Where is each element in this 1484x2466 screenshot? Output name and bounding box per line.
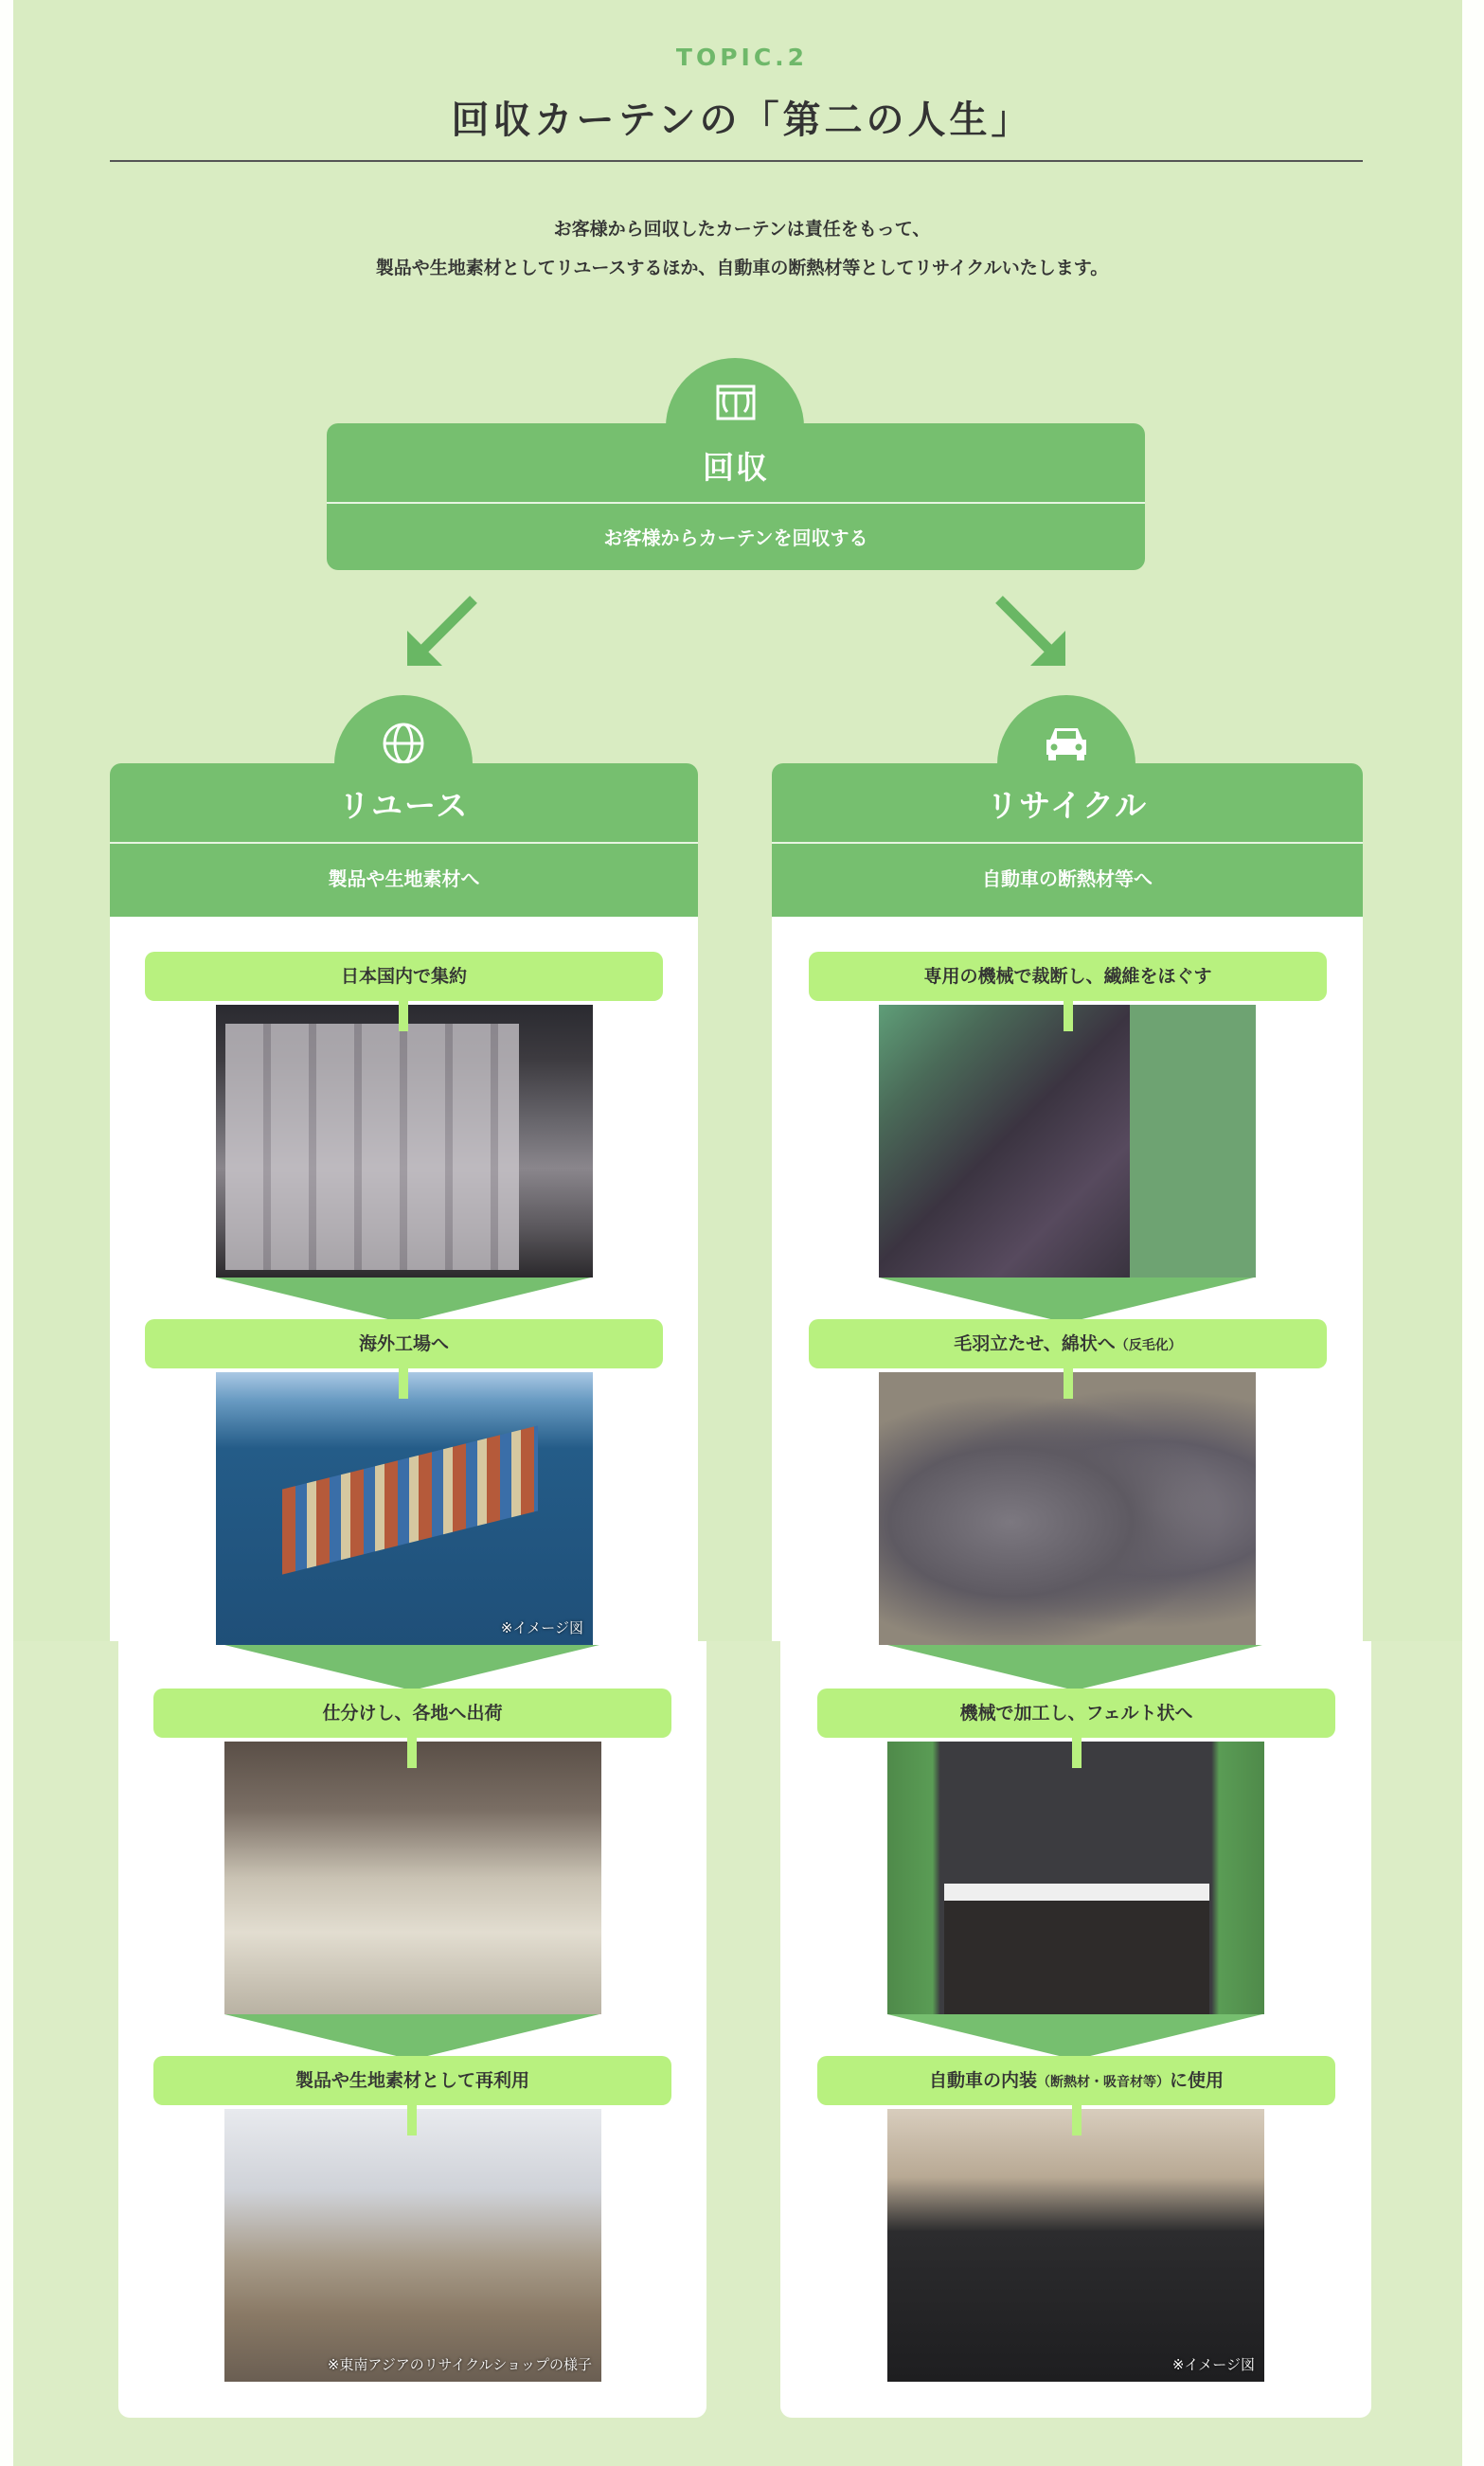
arrow-down-left-icon — [398, 595, 483, 680]
bale-stack — [225, 1024, 519, 1270]
arrow-down-right-icon — [990, 595, 1075, 680]
felt-press-photo — [887, 1742, 1264, 2014]
recycle-flow-arrow-3 — [887, 2014, 1262, 2060]
reuse-divider — [110, 842, 698, 844]
recycle-divider — [772, 842, 1363, 844]
recycle-subtitle: 自動車の断熱材等へ — [982, 867, 1153, 890]
page-title: 回収カーテンの「第二の人生」 — [451, 98, 1033, 142]
connector — [1072, 1742, 1082, 1768]
reuse-step-2-label: 海外工場へ — [145, 1319, 663, 1368]
container-ship-photo — [216, 1372, 593, 1645]
image-caption: ※イメージ図 — [1171, 2356, 1255, 2373]
connector — [399, 1005, 408, 1031]
car-icon — [1043, 724, 1090, 762]
connector — [1064, 1005, 1073, 1031]
intro-text — [0, 210, 1484, 288]
intro-line-1: お客様から回収したカーテンは責任をもって、 — [553, 219, 931, 240]
collect-subtitle: お客様からカーテンを回収する — [603, 527, 868, 549]
image-caption: ※イメージ図 — [500, 1619, 583, 1636]
recycle-title: リサイクル — [986, 787, 1149, 824]
recycle-step-1-label: 専用の機械で裁断し、繊維をほぐす — [809, 952, 1327, 1001]
connector — [407, 1742, 417, 1768]
title-divider — [110, 160, 1363, 162]
curtain-icon — [716, 384, 756, 421]
collect-divider — [327, 502, 1145, 504]
warehouse-bales-photo — [216, 1005, 593, 1278]
connector — [1072, 2109, 1082, 2135]
recycle-step-3-label: 機械で加工し、フェルト状へ — [817, 1689, 1335, 1738]
connector — [399, 1372, 408, 1399]
reuse-step-1-label: 日本国内で集約 — [145, 952, 663, 1001]
recycle-step-2-text: 毛羽立たせ、綿状へ — [954, 1333, 1116, 1354]
sorting-clothes-photo — [224, 1742, 601, 2014]
reuse-flow-arrow-1 — [216, 1278, 591, 1323]
recycle-step-4-text: 自動車の内装 — [928, 2070, 1037, 2091]
recycle-shop-photo — [224, 2109, 601, 2382]
recycle-flow-arrow-2 — [887, 1645, 1262, 1690]
intro-line-2: 製品や生地素材としてリユースするほか、自動車の断熱材等としてリサイクルいたします。 — [375, 258, 1109, 278]
recycle-step-4-tail: に使用 — [1170, 2070, 1225, 2091]
reuse-flow-arrow-2 — [224, 1645, 599, 1690]
recycle-flow-arrow-1 — [879, 1278, 1254, 1323]
topic-label: TOPIC.2 — [675, 44, 809, 71]
ship — [282, 1425, 538, 1574]
shredding-machine-photo — [879, 1005, 1256, 1278]
reuse-subtitle: 製品や生地素材へ — [328, 867, 480, 890]
machine-wall — [1130, 1005, 1256, 1278]
reuse-step-3-label: 仕分けし、各地へ出荷 — [153, 1689, 671, 1738]
collect-title: 回収 — [703, 449, 769, 486]
recycle-step-2-note: （反毛化） — [1115, 1338, 1182, 1353]
car-interior-photo — [887, 2109, 1264, 2382]
globe-icon — [382, 722, 425, 765]
connector — [407, 2109, 417, 2135]
image-caption: ※東南アジアのリサイクルショップの様子 — [327, 2356, 592, 2373]
connector — [1064, 1372, 1073, 1399]
fiber-fluff-photo — [879, 1372, 1256, 1645]
recycle-step-2-label — [809, 1319, 1327, 1368]
recycle-step-4-label — [817, 2056, 1335, 2105]
recycle-step-4-note: （断熱材・吸音材等） — [1037, 2075, 1170, 2090]
felt-block — [944, 1884, 1209, 2014]
reuse-flow-arrow-3 — [224, 2014, 599, 2060]
reuse-step-4-label: 製品や生地素材として再利用 — [153, 2056, 671, 2105]
reuse-title: リユース — [338, 787, 470, 824]
